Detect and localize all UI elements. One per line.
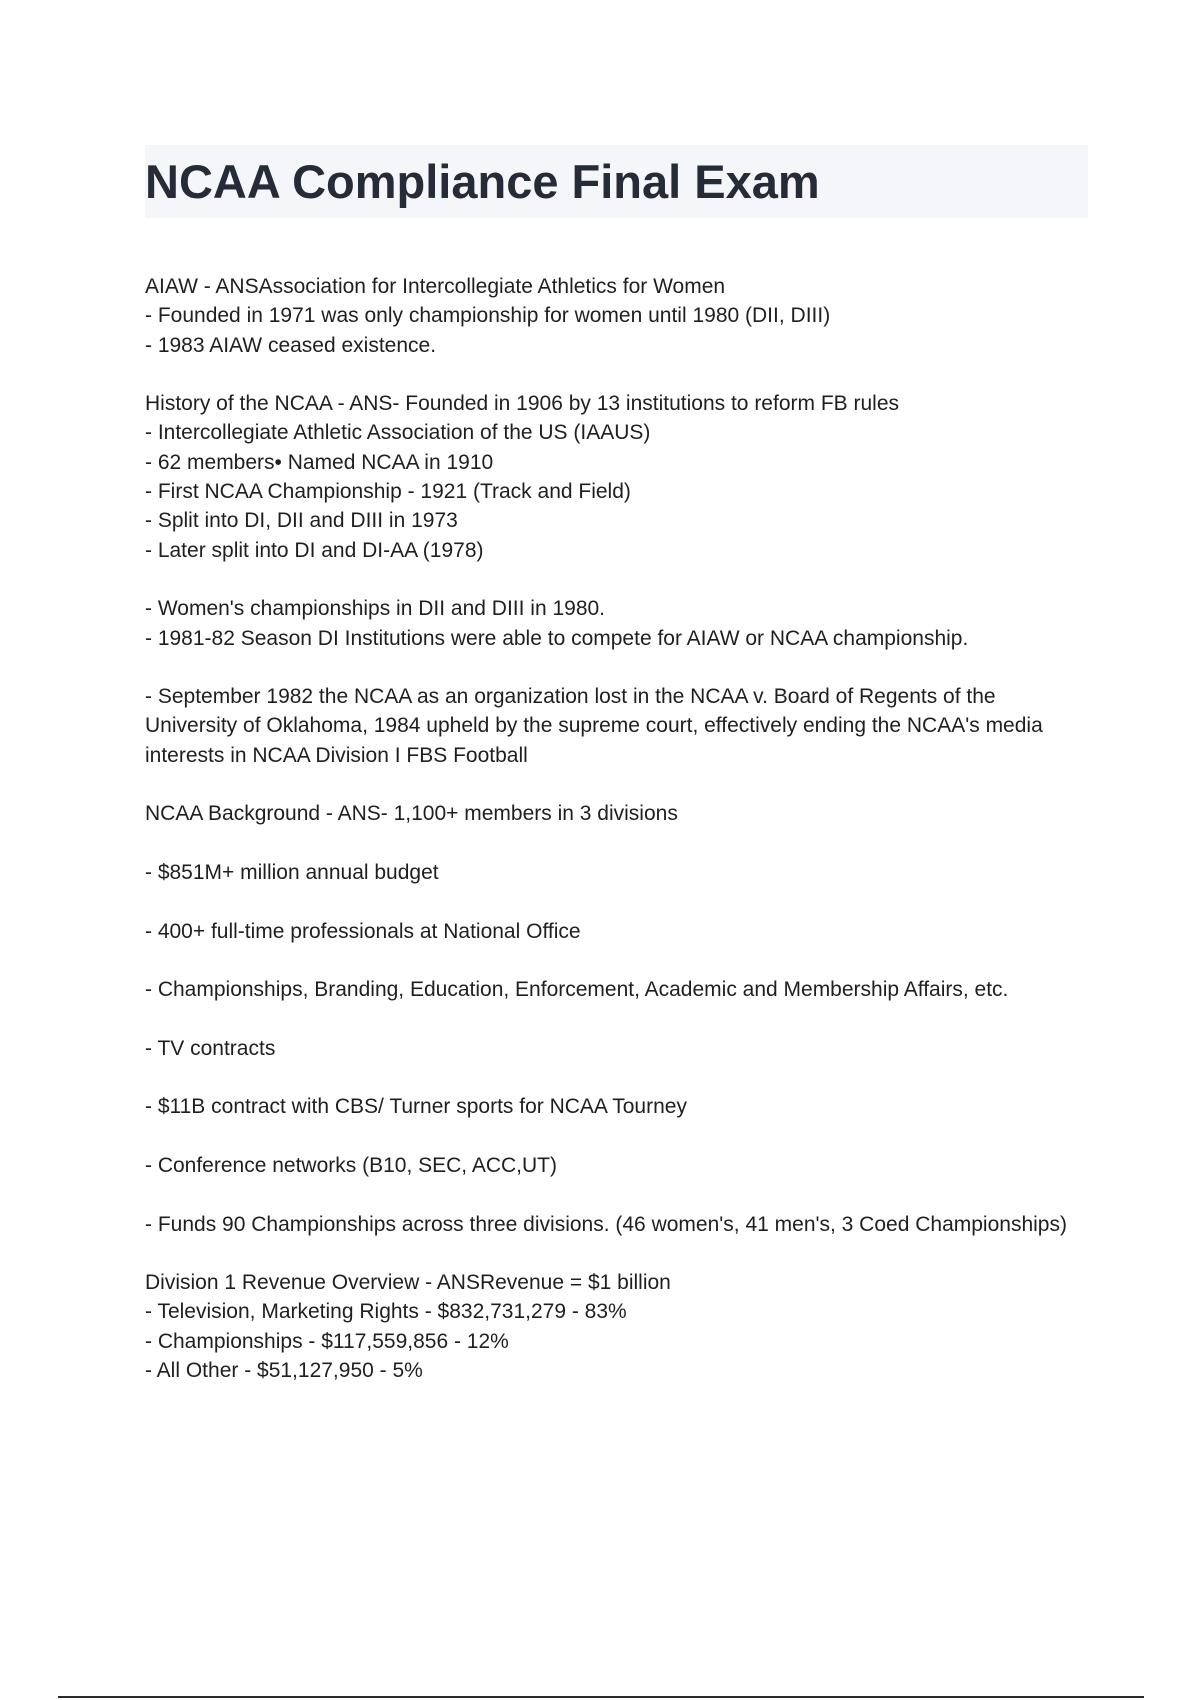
section-board-of-regents [145, 682, 1075, 770]
section-womens-championships [145, 594, 1075, 653]
section-championships-funding [145, 1210, 1075, 1239]
section-background [145, 799, 1075, 828]
section-history [145, 389, 1075, 565]
text-line: - Later split into DI and DI-AA (1978) [145, 538, 484, 562]
text-line: - 1983 AIAW ceased existence. [145, 333, 437, 357]
text-line: - Split into DI, DII and DIII in 1973 [145, 509, 458, 533]
text-line: AIAW - ANSAssociation for Intercollegiate Athletics for Women [145, 275, 726, 298]
text-line: - First NCAA Championship - 1921 (Track and Field) [145, 480, 631, 504]
section-budget [145, 858, 1075, 887]
text-line: - Television, Marketing Rights - $832,731,279 - 83% [145, 1300, 627, 1324]
text-line: - Women's championships in DII and DIII in 1980. [145, 597, 606, 621]
text-line: - $851M+ million annual budget [145, 860, 439, 884]
section-aiaw [145, 272, 1075, 360]
section-revenue-overview [145, 1268, 1075, 1385]
text-line: - TV contracts [145, 1036, 276, 1060]
footer-divider [58, 1696, 1144, 1698]
text-paragraph: - Funds 90 Championships across three divisions. (46 women's, 41 men's, 3 Coed Championships) [145, 1212, 1067, 1236]
text-line: - Intercollegiate Athletic Association of the US (IAAUS) [145, 421, 651, 445]
section-areas [145, 975, 1075, 1004]
text-line: - 400+ full-time professionals at National Office [145, 919, 581, 943]
text-line: History of the NCAA - ANS- Founded in 1906 by 13 institutions to reform FB rules [145, 392, 900, 416]
text-line: - 1981-82 Season DI Institutions were able to compete for AIAW or NCAA championship. [145, 626, 969, 650]
section-tv-contracts [145, 1034, 1075, 1063]
text-line: - All Other - $51,127,950 - 5% [145, 1358, 423, 1382]
text-line: NCAA Background - ANS- 1,100+ members in 3 divisions [145, 802, 678, 826]
text-line: Division 1 Revenue Overview - ANSRevenue = $1 billion [145, 1271, 671, 1295]
section-staff [145, 917, 1075, 946]
document-body [145, 272, 1075, 1415]
page-title: NCAA Compliance Final Exam [145, 155, 820, 208]
text-line: - Championships - $117,559,856 - 12% [145, 1329, 509, 1353]
text-line: - Founded in 1971 was only championship for women until 1980 (DII, DIII) [145, 304, 831, 328]
section-conference-networks [145, 1151, 1075, 1180]
text-line: - Championships, Branding, Education, Enforcement, Academic and Membership Affairs, etc. [145, 978, 1009, 1002]
text-line: - 62 members• Named NCAA in 1910 [145, 450, 494, 474]
text-line: - Conference networks (B10, SEC, ACC,UT) [145, 1153, 557, 1177]
text-paragraph: - September 1982 the NCAA as an organization lost in the NCAA v. Board of Regents of the University of Oklahoma, 1984 upheld by the supreme court, effectively ending the NCAA's media interests in NCAA Division I FBS Football [145, 685, 1049, 767]
text-line: - $11B contract with CBS/ Turner sports for NCAA Tourney [145, 1095, 687, 1119]
section-cbs-contract [145, 1092, 1075, 1121]
